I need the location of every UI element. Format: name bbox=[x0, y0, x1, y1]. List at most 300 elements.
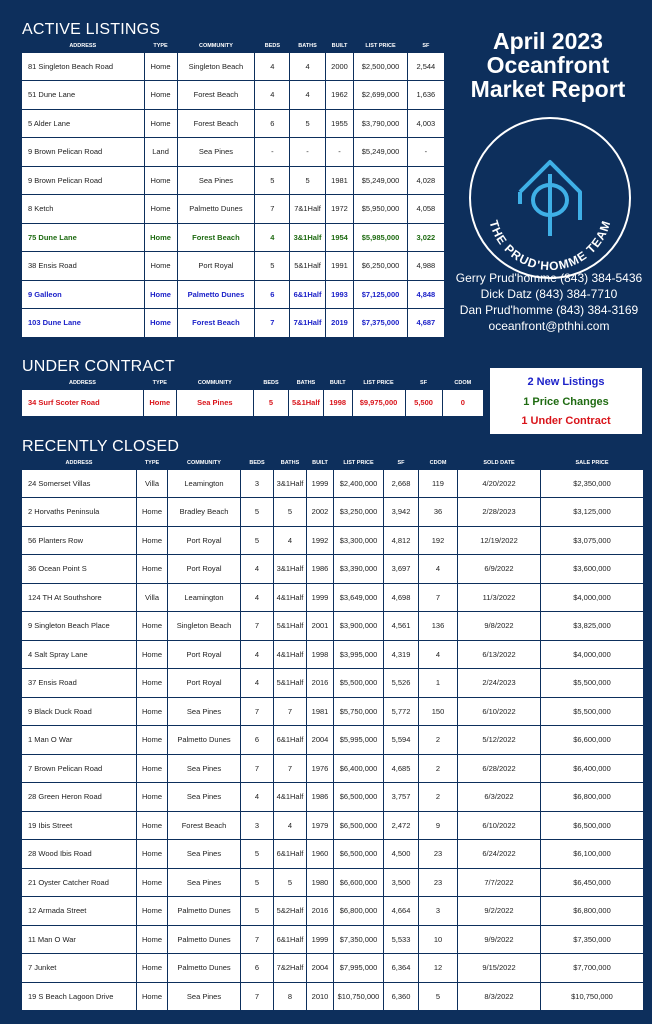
table-cell: $6,400,000 bbox=[334, 754, 384, 783]
table-cell: Palmetto Dunes bbox=[177, 195, 255, 224]
table-cell: 5 bbox=[290, 166, 325, 195]
table-cell: $6,800,000 bbox=[541, 783, 644, 812]
table-cell: Villa bbox=[137, 583, 168, 612]
table-cell: Home bbox=[137, 754, 168, 783]
table-row bbox=[22, 954, 644, 983]
table-cell: 75 Dune Lane bbox=[22, 223, 145, 252]
table-cell: Palmetto Dunes bbox=[168, 925, 241, 954]
table-cell: 4,500 bbox=[384, 840, 419, 869]
table-cell: Palmetto Dunes bbox=[177, 280, 255, 309]
table-cell: 4,319 bbox=[384, 640, 419, 669]
table-cell: Forest Beach bbox=[177, 81, 255, 110]
table-cell: 5&1Half bbox=[288, 389, 323, 416]
table-cell: $2,500,000 bbox=[354, 52, 407, 81]
table-cell: Port Royal bbox=[168, 669, 241, 698]
table-cell: Sea Pines bbox=[168, 783, 241, 812]
recently-closed-table bbox=[21, 457, 644, 1011]
table-cell: 3,942 bbox=[384, 498, 419, 527]
table-row bbox=[22, 868, 644, 897]
table-cell: 4,848 bbox=[407, 280, 444, 309]
table-row bbox=[22, 52, 445, 81]
contact-list bbox=[446, 270, 652, 334]
table-cell: 5 bbox=[255, 166, 290, 195]
table-cell: 81 Singleton Beach Road bbox=[22, 52, 145, 81]
table-cell: 1955 bbox=[325, 109, 354, 138]
column-header: BATHS bbox=[298, 42, 317, 49]
table-cell: Home bbox=[144, 52, 177, 81]
table-cell: Home bbox=[144, 309, 177, 338]
table-cell: 7&1Half bbox=[290, 309, 325, 338]
table-cell: - bbox=[290, 138, 325, 167]
table-cell: 1 bbox=[419, 669, 458, 698]
table-cell: 6/10/2022 bbox=[458, 697, 541, 726]
table-cell: 1999 bbox=[307, 925, 334, 954]
table-cell: Sea Pines bbox=[176, 389, 253, 416]
table-cell: $6,600,000 bbox=[334, 868, 384, 897]
table-row bbox=[22, 252, 445, 281]
table-cell: 6 bbox=[241, 954, 274, 983]
table-cell: 6&1Half bbox=[290, 280, 325, 309]
table-row bbox=[22, 669, 644, 698]
under-contract-table bbox=[21, 377, 484, 417]
table-row bbox=[22, 982, 644, 1011]
table-cell: 12 Armada Street bbox=[22, 897, 137, 926]
table-cell: 9 Black Duck Road bbox=[22, 697, 137, 726]
table-row bbox=[22, 726, 644, 755]
table-cell: 4 bbox=[274, 526, 307, 555]
table-cell: 4&1Half bbox=[274, 583, 307, 612]
table-cell: 119 bbox=[419, 469, 458, 498]
table-cell: $3,995,000 bbox=[334, 640, 384, 669]
table-cell: 6&1Half bbox=[274, 925, 307, 954]
table-cell: 9/8/2022 bbox=[458, 612, 541, 641]
table-cell: 56 Planters Row bbox=[22, 526, 137, 555]
table-cell: $3,300,000 bbox=[334, 526, 384, 555]
table-cell: 2002 bbox=[307, 498, 334, 527]
table-row bbox=[22, 309, 445, 338]
table-cell: 1960 bbox=[307, 840, 334, 869]
table-cell: Land bbox=[144, 138, 177, 167]
table-cell: 4,058 bbox=[407, 195, 444, 224]
table-cell: 5 bbox=[241, 868, 274, 897]
table-cell: Home bbox=[137, 954, 168, 983]
table-cell: 1979 bbox=[307, 811, 334, 840]
table-cell: 9/2/2022 bbox=[458, 897, 541, 926]
table-cell: $5,500,000 bbox=[334, 669, 384, 698]
table-cell: 4 bbox=[241, 555, 274, 584]
table-cell: 9 Brown Pelican Road bbox=[22, 138, 145, 167]
table-row bbox=[22, 280, 445, 309]
table-cell: Home bbox=[137, 811, 168, 840]
table-cell: 4 bbox=[419, 555, 458, 584]
table-cell: 2,472 bbox=[384, 811, 419, 840]
table-cell: Home bbox=[144, 252, 177, 281]
table-cell: $3,075,000 bbox=[541, 526, 644, 555]
table-cell: - bbox=[325, 138, 354, 167]
table-cell: 2016 bbox=[307, 897, 334, 926]
table-cell: $7,700,000 bbox=[541, 954, 644, 983]
table-cell: Home bbox=[144, 109, 177, 138]
table-cell: 4 bbox=[255, 223, 290, 252]
table-cell: 10 bbox=[419, 925, 458, 954]
table-cell: $5,500,000 bbox=[541, 669, 644, 698]
table-cell: $3,250,000 bbox=[334, 498, 384, 527]
table-cell: $6,800,000 bbox=[334, 897, 384, 926]
table-cell: Bradley Beach bbox=[168, 498, 241, 527]
active-listings-title: ACTIVE LISTINGS bbox=[22, 21, 161, 38]
table-cell: 23 bbox=[419, 868, 458, 897]
table-cell: 6/10/2022 bbox=[458, 811, 541, 840]
table-cell: 5,500 bbox=[405, 389, 442, 416]
table-cell: 7 bbox=[419, 583, 458, 612]
table-row bbox=[22, 109, 445, 138]
table-cell: 2 bbox=[419, 754, 458, 783]
table-cell: $2,350,000 bbox=[541, 469, 644, 498]
column-header: SF bbox=[422, 42, 430, 49]
table-cell: 7 Junket bbox=[22, 954, 137, 983]
table-cell: $5,995,000 bbox=[334, 726, 384, 755]
table-cell: 5 bbox=[254, 389, 289, 416]
table-cell: Leamington bbox=[168, 469, 241, 498]
table-cell: Home bbox=[144, 280, 177, 309]
table-cell: $3,825,000 bbox=[541, 612, 644, 641]
table-cell: Home bbox=[144, 195, 177, 224]
table-cell: 5&1Half bbox=[290, 252, 325, 281]
table-cell: 4 bbox=[255, 52, 290, 81]
table-cell: 8/3/2022 bbox=[458, 982, 541, 1011]
table-cell: Palmetto Dunes bbox=[168, 897, 241, 926]
table-cell: 1998 bbox=[307, 640, 334, 669]
table-cell: 3,697 bbox=[384, 555, 419, 584]
table-cell: 28 Green Heron Road bbox=[22, 783, 137, 812]
table-cell: 5,526 bbox=[384, 669, 419, 698]
table-cell: 6&1Half bbox=[274, 726, 307, 755]
table-cell: 7/7/2022 bbox=[458, 868, 541, 897]
table-cell: 7 bbox=[255, 309, 290, 338]
column-header: LIST PRICE bbox=[363, 379, 394, 386]
table-cell: $7,375,000 bbox=[354, 309, 407, 338]
table-cell: Singleton Beach bbox=[177, 52, 255, 81]
table-row bbox=[22, 840, 644, 869]
column-header: BUILT bbox=[331, 42, 348, 49]
table-cell: 6 bbox=[241, 726, 274, 755]
table-cell: 2 bbox=[419, 726, 458, 755]
table-cell: 11 Man O War bbox=[22, 925, 137, 954]
column-header: COMMUNITY bbox=[197, 379, 232, 386]
table-cell: 5 bbox=[274, 868, 307, 897]
table-cell: 51 Dune Lane bbox=[22, 81, 145, 110]
column-header: ADDRESS bbox=[65, 459, 93, 466]
table-cell: 6 bbox=[255, 280, 290, 309]
table-cell: 7 bbox=[255, 195, 290, 224]
summary-under-contract: 1 Under Contract bbox=[521, 415, 611, 427]
table-cell: 8 Ketch bbox=[22, 195, 145, 224]
table-cell: 4 Salt Spray Lane bbox=[22, 640, 137, 669]
summary-new-listings: 2 New Listings bbox=[527, 376, 605, 388]
table-cell: 2004 bbox=[307, 954, 334, 983]
table-cell: 2,668 bbox=[384, 469, 419, 498]
table-cell: 6/24/2022 bbox=[458, 840, 541, 869]
table-cell: 1986 bbox=[307, 555, 334, 584]
table-row bbox=[22, 612, 644, 641]
table-cell: 1980 bbox=[307, 868, 334, 897]
table-cell: 0 bbox=[442, 389, 483, 416]
table-row bbox=[22, 925, 644, 954]
table-cell: Home bbox=[137, 640, 168, 669]
column-header: BATHS bbox=[280, 459, 300, 466]
table-row bbox=[22, 138, 445, 167]
table-cell: 3 bbox=[241, 469, 274, 498]
table-row bbox=[22, 897, 644, 926]
table-cell: Home bbox=[137, 783, 168, 812]
table-cell: 4 bbox=[419, 640, 458, 669]
column-header: BEDS bbox=[264, 42, 281, 49]
table-cell: 124 TH At Southshore bbox=[22, 583, 137, 612]
table-cell: 4,028 bbox=[407, 166, 444, 195]
table-cell: 4,664 bbox=[384, 897, 419, 926]
table-cell: Home bbox=[144, 81, 177, 110]
table-cell: 5,772 bbox=[384, 697, 419, 726]
column-header: TYPE bbox=[144, 459, 160, 466]
table-cell: 1954 bbox=[325, 223, 354, 252]
table-cell: 9 Singleton Beach Place bbox=[22, 612, 137, 641]
table-cell: 1981 bbox=[325, 166, 354, 195]
table-cell: 9 bbox=[419, 811, 458, 840]
table-cell: 5 Alder Lane bbox=[22, 109, 145, 138]
table-cell: 5 bbox=[241, 840, 274, 869]
table-cell: Forest Beach bbox=[177, 109, 255, 138]
table-cell: 7 bbox=[241, 982, 274, 1011]
table-cell: 3&1Half bbox=[274, 469, 307, 498]
table-cell: 5&1Half bbox=[274, 669, 307, 698]
table-cell: $7,350,000 bbox=[541, 925, 644, 954]
table-cell: Port Royal bbox=[168, 555, 241, 584]
table-cell: 1993 bbox=[325, 280, 354, 309]
table-cell: Sea Pines bbox=[177, 166, 255, 195]
table-cell: 1999 bbox=[307, 469, 334, 498]
table-cell: Villa bbox=[137, 469, 168, 498]
table-cell: Home bbox=[144, 166, 177, 195]
table-cell: 2000 bbox=[325, 52, 354, 81]
table-cell: $3,125,000 bbox=[541, 498, 644, 527]
table-cell: - bbox=[255, 138, 290, 167]
column-header: SALE PRICE bbox=[575, 459, 609, 466]
table-cell: 36 bbox=[419, 498, 458, 527]
table-cell: 2 bbox=[419, 783, 458, 812]
table-cell: 150 bbox=[419, 697, 458, 726]
table-cell: Home bbox=[137, 897, 168, 926]
table-cell: 1999 bbox=[307, 583, 334, 612]
table-cell: 4 bbox=[274, 811, 307, 840]
table-cell: $5,500,000 bbox=[541, 697, 644, 726]
table-cell: 4,698 bbox=[384, 583, 419, 612]
table-cell: $6,450,000 bbox=[541, 868, 644, 897]
table-cell: 4,687 bbox=[407, 309, 444, 338]
table-cell: 2/24/2023 bbox=[458, 669, 541, 698]
table-cell: Sea Pines bbox=[168, 982, 241, 1011]
table-cell: 1972 bbox=[325, 195, 354, 224]
column-header: BATHS bbox=[296, 379, 316, 386]
table-cell: $3,600,000 bbox=[541, 555, 644, 584]
report-title-kind: Market Report bbox=[470, 76, 626, 102]
recently-closed-title: RECENTLY CLOSED bbox=[22, 438, 180, 455]
table-header-row bbox=[22, 40, 445, 52]
table-cell: $5,950,000 bbox=[354, 195, 407, 224]
table-cell: Palmetto Dunes bbox=[168, 954, 241, 983]
table-cell: 5 bbox=[255, 252, 290, 281]
table-row bbox=[22, 166, 445, 195]
column-header: SF bbox=[420, 379, 428, 386]
table-cell: 11/3/2022 bbox=[458, 583, 541, 612]
table-cell: 1962 bbox=[325, 81, 354, 110]
table-cell: 4,561 bbox=[384, 612, 419, 641]
table-cell: 4,812 bbox=[384, 526, 419, 555]
table-cell: 28 Wood Ibis Road bbox=[22, 840, 137, 869]
contact-dick: Dick Datz (843) 384-7710 bbox=[480, 287, 618, 301]
table-cell: 2,544 bbox=[407, 52, 444, 81]
table-cell: $10,750,000 bbox=[334, 982, 384, 1011]
table-cell: 5,594 bbox=[384, 726, 419, 755]
table-cell: $6,250,000 bbox=[354, 252, 407, 281]
column-header: SOLD DATE bbox=[483, 459, 515, 466]
table-cell: 2004 bbox=[307, 726, 334, 755]
column-header: CDOM bbox=[454, 379, 472, 386]
table-cell: 21 Oyster Catcher Road bbox=[22, 868, 137, 897]
logo-team-name: THE PRUD'HOMME TEAM bbox=[486, 218, 614, 274]
table-cell: 1,636 bbox=[407, 81, 444, 110]
table-row bbox=[22, 697, 644, 726]
table-cell: 3 bbox=[419, 897, 458, 926]
table-cell: $4,000,000 bbox=[541, 640, 644, 669]
contact-gerry: Gerry Prud'homme (843) 384-5436 bbox=[455, 271, 643, 285]
table-cell: $6,500,000 bbox=[334, 840, 384, 869]
table-cell: 19 S Beach Lagoon Drive bbox=[22, 982, 137, 1011]
table-cell: $3,390,000 bbox=[334, 555, 384, 584]
table-cell: 38 Ensis Road bbox=[22, 252, 145, 281]
table-cell: 37 Ensis Road bbox=[22, 669, 137, 698]
column-header: TYPE bbox=[152, 379, 167, 386]
team-logo bbox=[468, 116, 632, 280]
table-cell: Home bbox=[137, 925, 168, 954]
table-cell: 6,364 bbox=[384, 954, 419, 983]
table-cell: 1976 bbox=[307, 754, 334, 783]
table-cell: 3&1Half bbox=[274, 555, 307, 584]
active-listings-table bbox=[21, 40, 445, 338]
table-header-row bbox=[22, 457, 644, 469]
column-header: LIST PRICE bbox=[365, 42, 396, 49]
table-cell: $3,649,000 bbox=[334, 583, 384, 612]
table-row bbox=[22, 195, 445, 224]
table-cell: 2019 bbox=[325, 309, 354, 338]
table-cell: Home bbox=[137, 840, 168, 869]
column-header: BEDS bbox=[249, 459, 265, 466]
table-cell: 6&1Half bbox=[274, 840, 307, 869]
column-header: BEDS bbox=[263, 379, 279, 386]
table-cell: $6,100,000 bbox=[541, 840, 644, 869]
table-cell: 4,685 bbox=[384, 754, 419, 783]
table-cell: $7,125,000 bbox=[354, 280, 407, 309]
table-cell: $3,900,000 bbox=[334, 612, 384, 641]
contact-dan: Dan Prud'homme (843) 384-3169 bbox=[459, 303, 639, 317]
table-cell: $7,995,000 bbox=[334, 954, 384, 983]
table-cell: Sea Pines bbox=[177, 138, 255, 167]
table-cell: 7 bbox=[274, 754, 307, 783]
table-cell: $6,800,000 bbox=[541, 897, 644, 926]
table-header-row bbox=[22, 377, 484, 389]
table-cell: 3 bbox=[241, 811, 274, 840]
column-header: TYPE bbox=[153, 42, 168, 49]
table-cell: 1992 bbox=[307, 526, 334, 555]
table-cell: $5,249,000 bbox=[354, 138, 407, 167]
table-cell: 6/28/2022 bbox=[458, 754, 541, 783]
table-cell: 5&2Half bbox=[274, 897, 307, 926]
table-cell: Forest Beach bbox=[177, 223, 255, 252]
table-cell: Home bbox=[137, 555, 168, 584]
table-cell: 103 Dune Lane bbox=[22, 309, 145, 338]
table-cell: 12 bbox=[419, 954, 458, 983]
table-cell: 4,988 bbox=[407, 252, 444, 281]
table-cell: 6/3/2022 bbox=[458, 783, 541, 812]
table-cell: Home bbox=[143, 389, 176, 416]
column-header: BUILT bbox=[312, 459, 328, 466]
table-cell: Home bbox=[137, 697, 168, 726]
table-cell: 23 bbox=[419, 840, 458, 869]
table-cell: Home bbox=[137, 498, 168, 527]
table-cell: 9/15/2022 bbox=[458, 954, 541, 983]
table-row bbox=[22, 811, 644, 840]
column-header: ADDRESS bbox=[69, 42, 97, 49]
table-cell: Home bbox=[137, 982, 168, 1011]
table-cell: 6 bbox=[255, 109, 290, 138]
table-cell: $5,750,000 bbox=[334, 697, 384, 726]
table-cell: 19 Ibis Street bbox=[22, 811, 137, 840]
table-cell: 9/9/2022 bbox=[458, 925, 541, 954]
table-cell: $3,790,000 bbox=[354, 109, 407, 138]
table-cell: 4 bbox=[290, 52, 325, 81]
table-cell: 1998 bbox=[323, 389, 352, 416]
table-cell: 6/9/2022 bbox=[458, 555, 541, 584]
table-cell: Leamington bbox=[168, 583, 241, 612]
table-cell: 5/12/2022 bbox=[458, 726, 541, 755]
table-cell: 2001 bbox=[307, 612, 334, 641]
table-cell: $5,985,000 bbox=[354, 223, 407, 252]
table-cell: 4 bbox=[241, 783, 274, 812]
table-cell: 1986 bbox=[307, 783, 334, 812]
table-cell: $6,400,000 bbox=[541, 754, 644, 783]
table-cell: $6,500,000 bbox=[334, 811, 384, 840]
contact-email: oceanfront@pthhi.com bbox=[488, 319, 610, 333]
table-cell: 7&1Half bbox=[290, 195, 325, 224]
table-cell: Home bbox=[137, 726, 168, 755]
table-cell: Sea Pines bbox=[168, 840, 241, 869]
table-cell: Home bbox=[137, 612, 168, 641]
table-cell: 4 bbox=[241, 583, 274, 612]
table-cell: 34 Surf Scoter Road bbox=[22, 389, 144, 416]
table-cell: 2010 bbox=[307, 982, 334, 1011]
report-title-subject: Oceanfront bbox=[486, 52, 610, 78]
table-cell: $2,699,000 bbox=[354, 81, 407, 110]
table-cell: Singleton Beach bbox=[168, 612, 241, 641]
table-cell: 1 Man O War bbox=[22, 726, 137, 755]
table-cell: Home bbox=[137, 868, 168, 897]
table-cell: 12/19/2022 bbox=[458, 526, 541, 555]
under-contract-title: UNDER CONTRACT bbox=[22, 358, 176, 375]
table-cell: 9 Galleon bbox=[22, 280, 145, 309]
table-row bbox=[22, 583, 644, 612]
table-cell: 4&1Half bbox=[274, 640, 307, 669]
table-cell: Port Royal bbox=[168, 640, 241, 669]
table-cell: 2/28/2023 bbox=[458, 498, 541, 527]
